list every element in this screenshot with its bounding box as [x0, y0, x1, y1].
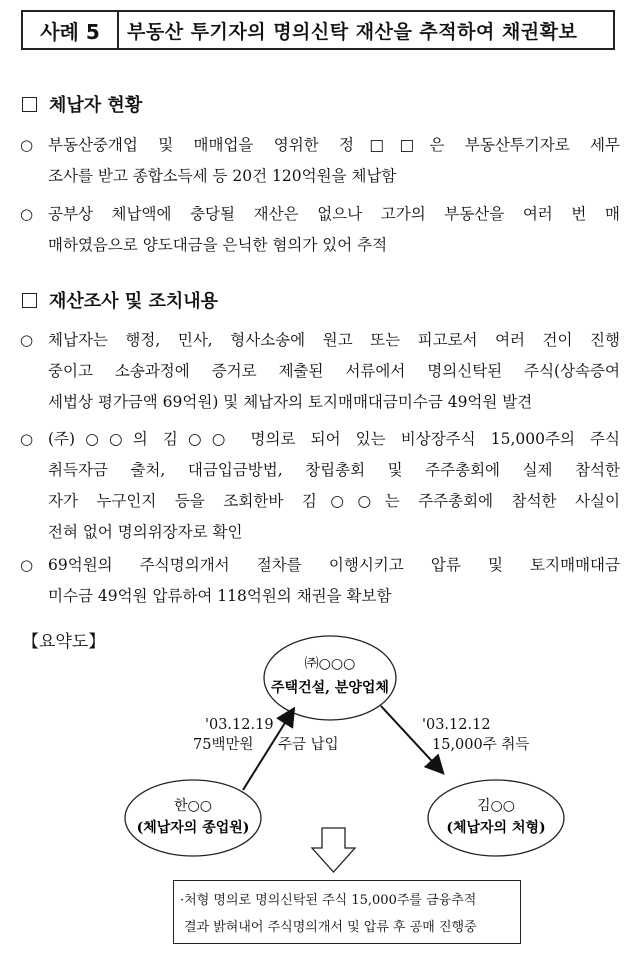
circle-bullet-icon: ○	[20, 556, 34, 574]
case-title: 부동산 투기자의 명의신탁 재산을 추적하여 채권확보	[127, 20, 578, 43]
bullet-line: 부동산중개업 및 매매업을 영위한 정□□은 부동산투기자로 세무	[48, 136, 620, 154]
down-arrow-icon	[312, 828, 355, 872]
payment-amount: 75백만원	[193, 737, 254, 753]
bullet-line: (주)○○의 김○○ 명의로 되어 있는 비상장주식 15,000주의 주식	[48, 430, 620, 448]
bullet-line: 취득자금 출처, 대금입금방법, 창립총회 및 주주총회에 실제 참석한	[48, 461, 620, 479]
circle-bullet-icon: ○	[20, 331, 34, 349]
result-note-line: 결과 밝혀내어 주식명의개서 및 압류 후 공매 진행중	[184, 920, 477, 935]
sister-in-law-name: 김○○	[477, 798, 515, 814]
circle-bullet-icon: ○	[20, 205, 34, 223]
employee-relation: (체납자의 종업원)	[136, 820, 250, 836]
bullet-line: 공부상 체납액에 충당될 재산은 없으나 고가의 부동산을 여러 번 매	[48, 205, 620, 223]
circle-bullet-icon: ○	[20, 136, 34, 154]
employee-node	[125, 780, 261, 856]
section-heading-text: 재산조사 및 조치내용	[49, 291, 219, 312]
bullet-line: 세법상 평가금액 69억원) 및 체납자의 토지매매대금미수금 49억원 발견	[48, 393, 533, 411]
bullet-line: 69억원의 주식명의개서 절차를 이행시키고 압류 및 토지매매대금	[48, 556, 620, 574]
bullet-line: 조사를 받고 종합소득세 등 20건 120억원을 체납함	[48, 167, 397, 185]
payment-date: '03.12.19	[205, 717, 274, 733]
result-note-line: ·처형 명의로 명의신탁된 주식 15,000주를 금융추적	[180, 893, 477, 908]
acquisition-detail: 15,000주 취득	[432, 737, 530, 753]
bullet-line: 체납자는 행정, 민사, 형사소송에 원고 또는 피고로서 여러 건이 진행	[48, 331, 620, 349]
acquisition-date: '03.12.12	[422, 717, 491, 733]
sister-in-law-relation: (체납자의 처형)	[446, 820, 546, 836]
summary-label: 【요약도】	[22, 632, 106, 652]
circle-bullet-icon: ○	[20, 430, 34, 448]
bullet-line: 미수금 49억원 압류하여 118억원의 채권을 확보함	[48, 587, 392, 605]
bullet-line: 매하였음으로 양도대금을 은닉한 혐의가 있어 추적	[48, 236, 388, 254]
employee-name: 한○○	[174, 798, 212, 814]
case-number: 사례 5	[23, 12, 119, 48]
section-heading-text: 체납자 현황	[49, 95, 143, 116]
bullet-line: 자가 누구인지 등을 조회한바 김○○는 주주총회에 참석한 사실이	[48, 492, 620, 510]
bullet-line: 전혀 없어 명의위장자로 확인	[48, 523, 243, 541]
company-node	[264, 636, 396, 720]
company-name: ㈜○○○	[304, 656, 356, 672]
result-note-box	[173, 880, 521, 944]
company-description: 주택건설, 분양업체	[271, 680, 389, 696]
payment-action: 주금 납입	[278, 737, 339, 753]
bullet-line: 중이고 소송과정에 증거로 제출된 서류에서 명의신탁된 주식(상속증여	[48, 362, 620, 380]
sister-in-law-node	[428, 780, 564, 856]
